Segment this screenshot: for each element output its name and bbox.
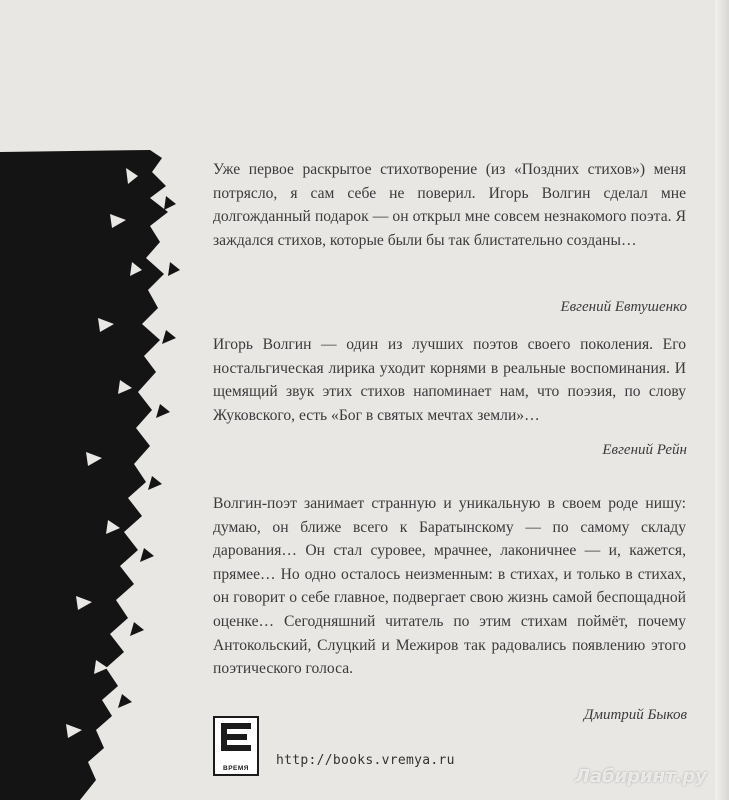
publisher-url[interactable]: http://books.vremya.ru bbox=[276, 753, 455, 768]
watermark-text: Лабиринт.ру bbox=[574, 766, 707, 787]
page-edge bbox=[715, 0, 729, 800]
publisher-logo bbox=[213, 716, 259, 776]
quote-author-1: Евгений Евтушенко bbox=[560, 299, 687, 315]
quote-text-1: Уже первое раскрытое стихотворение (из «Поздних стихов») меня потрясло, я сам себе не поверил. Игорь Волгин сделал мне долгожданный подарок — он открыл мне совсем незнакомого поэта. Я заждался стихов, которые были бы так блистательно созданы… bbox=[213, 161, 686, 249]
quote-text-2: Игорь Волгин — один из лучших поэтов своего поколения. Его ностальгическая лирика уходит корнями в реальные воспоминания. И щемящий звук этих стихов напоминает нам, что поэзия, по слову Жуковского, есть «Бог в святых мечтах земли»… bbox=[213, 336, 686, 424]
publisher-logo-icon bbox=[215, 718, 257, 762]
quote-author-3: Дмитрий Быков bbox=[583, 707, 687, 723]
quote-author-2: Евгений Рейн bbox=[602, 442, 687, 458]
publisher-logo-text: ВРЕМЯ bbox=[223, 765, 249, 772]
quote-text-3: Волгин-поэт занимает странную и уникальную в своем роде нишу: думаю, он ближе всего к Баратынскому — по самому складу дарования… Он стал суровее, мрачнее, лаконичнее — и, кажется, прямее… Но одно осталось неизменным: в стихах, и только в стихах, он говорит о себе главное, подвергает свою жизнь самой беспощадной оценке… Сегодняшний читатель по этим стихам поймёт, почему Антокольский, Слуцкий и Межиров так радовались появлению этого поэтического голоса. bbox=[213, 495, 686, 678]
silhouette-illustration bbox=[0, 0, 220, 800]
